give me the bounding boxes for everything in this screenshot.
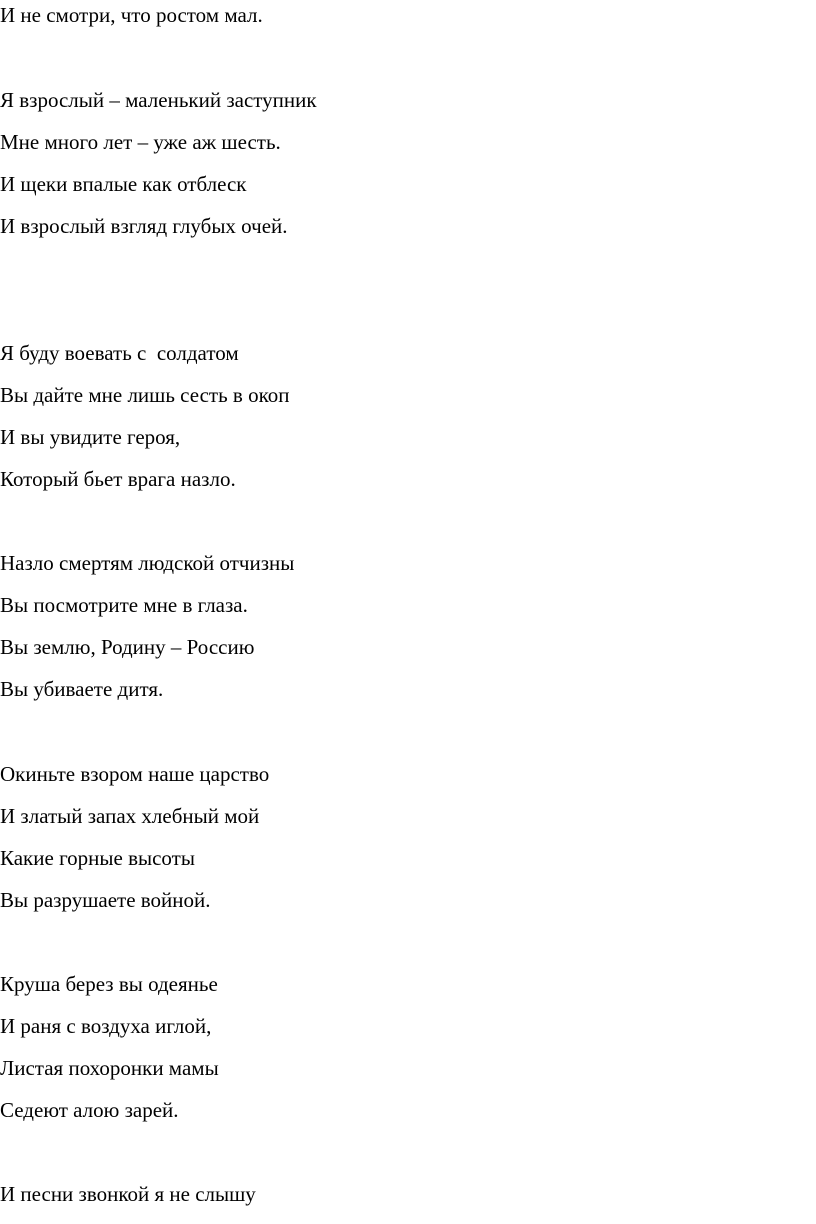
poem-line: И раня с воздуха иглой, <box>0 1014 212 1038</box>
poem-line: Вы разрушаете войной. <box>0 888 211 912</box>
poem-line: Круша берез вы одеянье <box>0 972 218 996</box>
poem-line: Вы дайте мне лишь сесть в окоп <box>0 383 290 407</box>
poem-line: Вы посмотрите мне в глаза. <box>0 593 248 617</box>
poem-line: И щеки впалые как отблеск <box>0 172 247 196</box>
poem-line: Листая похоронки мамы <box>0 1056 219 1080</box>
poem-line: И златый запах хлебный мой <box>0 804 260 828</box>
poem-line: И вы увидите героя, <box>0 425 181 449</box>
poem-line: Назло смертям людской отчизны <box>0 551 295 575</box>
poem-line: Мне много лет – уже аж шесть. <box>0 130 281 154</box>
poem-line: И не смотри, что ростом мал. <box>0 3 263 27</box>
poem-line: Вы землю, Родину – Россию <box>0 635 255 659</box>
poem-line: Я взрослый – маленький заступник <box>0 88 317 112</box>
poem-line: Я буду воевать с солдатом <box>0 341 239 365</box>
poem-line: И песни звонкой я не слышу <box>0 1182 256 1206</box>
poem-line: Вы убиваете дитя. <box>0 677 164 701</box>
poem-line: Седеют алою зарей. <box>0 1098 179 1122</box>
poem-line: Какие горные высоты <box>0 846 195 870</box>
poem-line: И взрослый взгляд глубых очей. <box>0 214 288 238</box>
poem-line: Окиньте взором наше царство <box>0 762 270 786</box>
poem-line: Который бьет врага назло. <box>0 467 236 491</box>
